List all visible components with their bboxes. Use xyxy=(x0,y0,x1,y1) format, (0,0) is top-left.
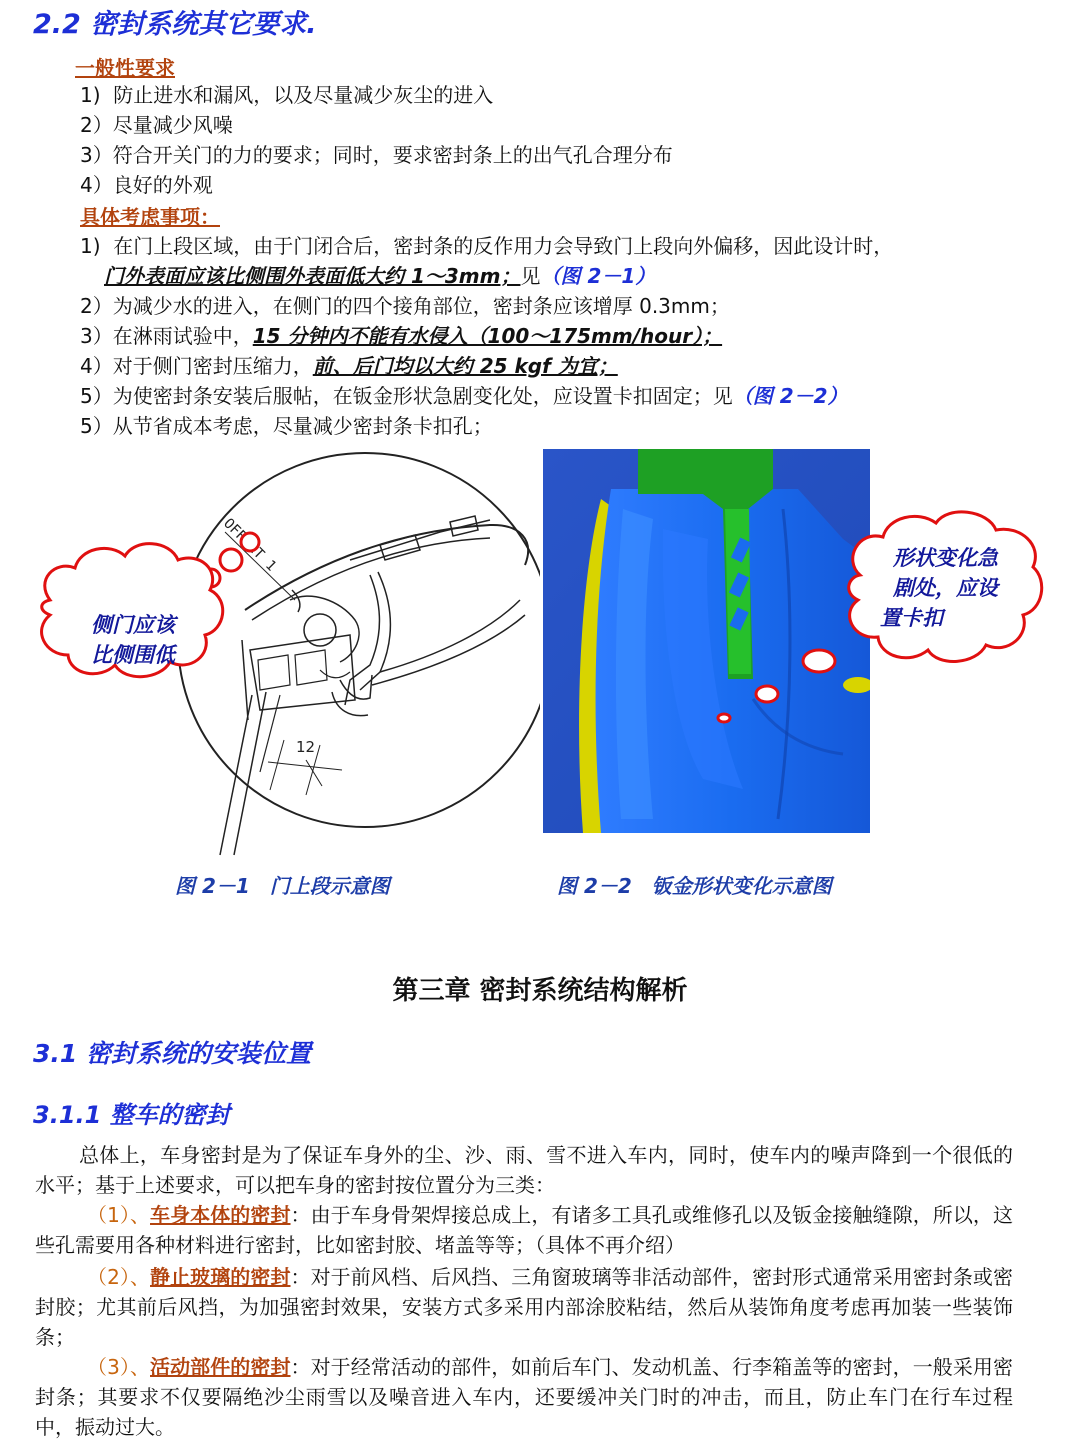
item-number: 4） xyxy=(80,173,113,197)
figure-reference: （图 2－2） xyxy=(732,384,848,408)
general-requirements-title: 一般性要求 xyxy=(75,56,175,80)
item-text: 防止进水和漏风，以及尽量减少灰尘的进入 xyxy=(113,83,494,107)
callout-shape-change xyxy=(838,505,1048,670)
chapter-title: 第三章 密封系统结构解析 xyxy=(392,976,688,1006)
item-number: 3） xyxy=(80,143,113,167)
callout-line: 侧门应该 xyxy=(91,613,175,637)
dimension-label: 12 xyxy=(296,738,316,756)
category-title: 静止玻璃的密封 xyxy=(150,1265,291,1289)
emphasis-text: 15 分钟内不能有水侵入（100～175mm/hour）； xyxy=(252,324,723,348)
section-heading-2-2: 2.2 密封系统其它要求. xyxy=(33,9,317,40)
item-text: 良好的外观 xyxy=(112,173,213,197)
callout-text-shape-change xyxy=(858,543,1033,633)
category-number: （3）、 xyxy=(87,1355,151,1379)
figure-reference: （图 2－1） xyxy=(540,264,656,288)
emphasis-text: 门外表面应该比侧围外表面低大约 1～3mm； xyxy=(104,264,521,288)
category-title: 活动部件的密封 xyxy=(150,1355,291,1379)
item-text: 在门上段区域，由于门闭合后，密封条的反作用力会导致门上段向外偏移，因此设计时， xyxy=(113,234,894,258)
item-text: 在淋雨试验中， xyxy=(112,324,253,348)
paragraph-text: ：对于前风档、后风挡、三角窗玻璃等非活动部件，密封形式通常采用密封条或密封胶；尤其前后风挡，为加强密封效果，安装方式多采用内部涂胶粘结，然后从装饰角度考虑再加装一些装饰条； xyxy=(35,1265,1013,1349)
figure-caption-2-1: 图 2－1 门上段示意图 xyxy=(175,874,390,898)
list-item xyxy=(80,80,493,110)
figure-sheet-metal-render xyxy=(543,449,870,833)
item-number: 1) xyxy=(80,234,101,258)
item-number: 5） xyxy=(80,414,113,438)
callout-text-door xyxy=(48,610,218,670)
figure-caption-2-2: 图 2－2 钣金形状变化示意图 xyxy=(557,874,832,898)
callout-line: 置卡扣 xyxy=(880,606,943,630)
offset-label: 1 xyxy=(261,557,280,575)
category-number: （1）、 xyxy=(87,1203,151,1227)
paragraph-text: ：对于经常活动的部件，如前后车门、发动机盖、行李箱盖等的密封，一般采用密封条；其要求不仅要隔绝沙尘雨雪以及噪音进入车内，还要缓冲关门时的冲击，而且，防止车门在行车过程中，振动过大。 xyxy=(35,1355,1013,1439)
list-item xyxy=(80,140,673,170)
category-number: （2）、 xyxy=(87,1265,151,1289)
item-number: 2） xyxy=(80,294,113,318)
item-number: 2） xyxy=(80,113,113,137)
emphasis-text: 前、后门均以大约 25 kgf 为宜； xyxy=(312,354,618,378)
list-item xyxy=(80,231,893,261)
callout-line: 比侧围低 xyxy=(91,643,175,667)
item-text: 符合开关门的力的要求；同时，要求密封条上的出气孔合理分布 xyxy=(112,143,673,167)
list-item xyxy=(80,110,233,140)
intro-paragraph: 总体上，车身密封是为了保证车身外的尘、沙、雨、雪不进入车内，同时，使车内的噪声降到一个很低的水平；基于上述要求，可以把车身的密封按位置分为三类： xyxy=(35,1143,1013,1197)
category-title: 车身本体的密封 xyxy=(150,1203,291,1227)
paragraph-moving-parts-seal xyxy=(35,1352,1013,1442)
item-number: 5） xyxy=(80,384,113,408)
paragraph-text: ：由于车身骨架焊接总成上，有诸多工具孔或维修孔以及钣金接触缝隙，所以，这些孔需要用各种材料进行密封，比如密封胶、堵盖等等；（具体不再介绍） xyxy=(35,1203,1013,1257)
list-item-continuation xyxy=(104,261,655,291)
list-item xyxy=(80,381,848,411)
section-heading-3-1-1: 3.1.1 整车的密封 xyxy=(33,1101,230,1129)
paragraph-static-glass-seal xyxy=(35,1262,1013,1352)
callout-line: 形状变化急 xyxy=(893,546,998,570)
paragraph-body-seal xyxy=(35,1200,1013,1260)
list-item xyxy=(80,351,618,381)
item-text: 为使密封条安装后服帖，在钣金形状急剧变化处，应设置卡扣固定；见 xyxy=(112,384,733,408)
item-number: 3） xyxy=(80,324,113,348)
item-number: 1) xyxy=(80,83,101,107)
list-item xyxy=(80,291,730,321)
section-heading-3-1: 3.1 密封系统的安装位置 xyxy=(33,1039,311,1068)
callout-line: 剧处，应设 xyxy=(893,576,998,600)
item-text: 尽量减少风噪 xyxy=(112,113,233,137)
item-number: 4） xyxy=(80,354,113,378)
list-item xyxy=(80,411,493,441)
item-text: 从节省成本考虑，尽量减少密封条卡扣孔； xyxy=(112,414,493,438)
item-text: 为减少水的进入，在侧门的四个接角部位，密封条应该增厚 0.3mm； xyxy=(112,294,730,318)
item-text: 见 xyxy=(520,264,541,288)
figure-door-top-section xyxy=(20,440,540,860)
list-item xyxy=(80,321,722,351)
list-item xyxy=(80,170,213,200)
specific-considerations-title: 具体考虑事项： xyxy=(80,205,220,229)
item-text: 对于侧门密封压缩力， xyxy=(112,354,313,378)
sheet-metal-image xyxy=(543,449,870,833)
